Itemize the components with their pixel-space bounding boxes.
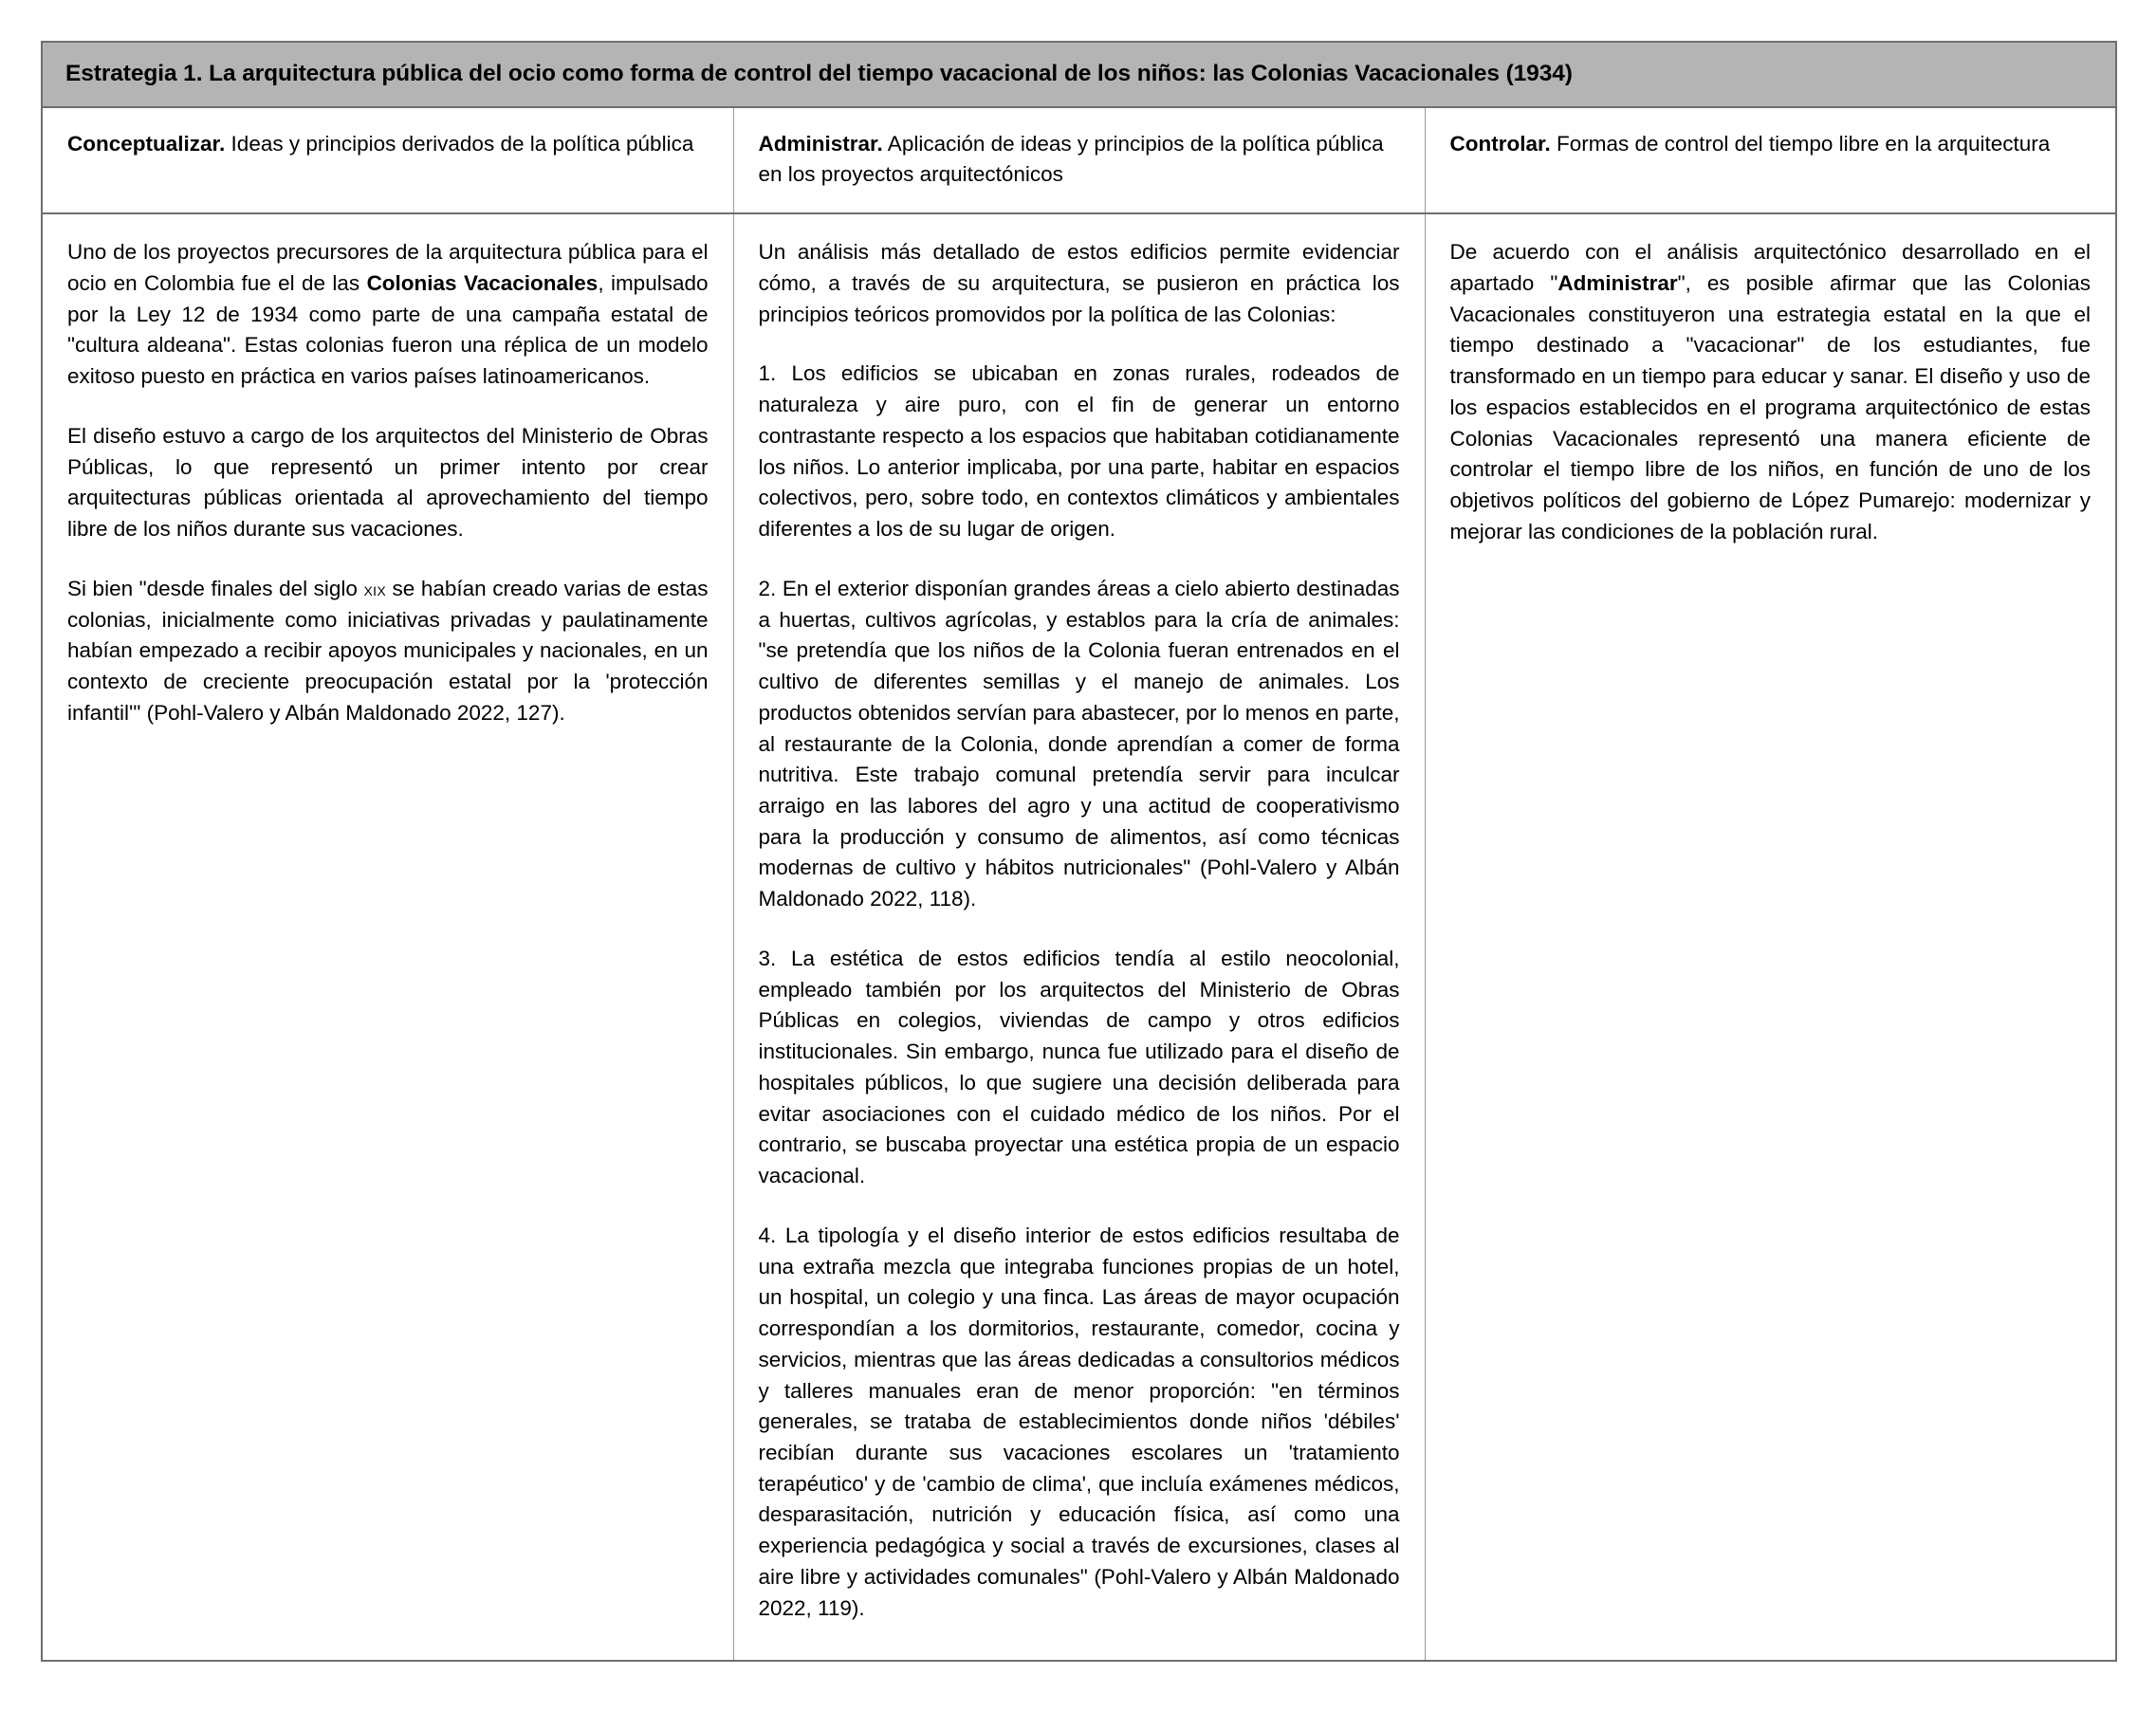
paragraph-c2-p5: [759, 1221, 1400, 1625]
column-header-cell-conceptualizar: [42, 107, 733, 213]
text-run: 4. La tipología y el diseño interior de estos edificios resultaba de una extraña mezcla que integraba funciones propias de un hotel, un hospital, un colegio y una finca. Las áreas de mayor ocupación correspondían a los dormitorios, restaurante, comedor, cocina y servicios, mientras que las áreas dedicadas a consultorios médicos y talleres manuales eran de menor proporción: "en términos generales, se trataba de establecimientos donde niños 'débiles' recibían durante sus vacaciones escolares un 'tratamiento terapéutico' y de 'cambio de clima', que incluía exámenes médicos, desparasitación, nutrición y educación física, así como una experiencia pedagógica y social a través de excursiones, clases al aire libre y actividades comunales" (Pohl-Valero y Albán Maldonado 2022, 119).: [758, 1223, 1400, 1620]
bold-run: Colonias Vacacionales: [366, 271, 599, 295]
strategy-table-wrapper: [41, 41, 2117, 1662]
column-header-text-controlar: [1450, 129, 2092, 159]
paragraph-c2-p2: [759, 359, 1400, 544]
table-banner-cell: [42, 42, 2116, 107]
column-header-cell-administrar: [733, 107, 1425, 213]
column-header-label-administrar: Administrar.: [758, 132, 883, 156]
table-cell-controlar: [1425, 213, 2116, 1661]
table-cell-conceptualizar: [42, 213, 733, 1661]
smallcaps-run: xix: [363, 578, 386, 600]
paragraph-c1-p2: [67, 421, 709, 545]
text-run: 3. La estética de estos edificios tendía al estilo neocolonial, empleado también por los arquitectos del Ministerio de Obras Públicas en colegios, viviendas de campo y otros edificios institucionales. Sin embargo, nunca fue utilizado para el diseño de hospitales públicos, lo que sugiere una decisión deliberada para evitar asociaciones con el cuidado médico de los niños. Por el contrario, se buscaba proyectar una estética propia de un espacio vacacional.: [758, 946, 1400, 1188]
column-header-text-administrar: [759, 129, 1400, 190]
text-run: De acuerdo con el análisis arquitectónico desarrollado en el apartado ": [1449, 240, 2091, 295]
table-banner-title: Estrategia 1. La arquitectura pública del ocio como forma de control del tiempo vacacional de los niños: las Colonias Vacacionales (1934): [65, 61, 1573, 86]
column-header-row: [42, 107, 2116, 213]
paragraph-c2-p3: [759, 574, 1400, 915]
paragraph-c2-p4: [759, 944, 1400, 1192]
text-run: Un análisis más detallado de estos edificios permite evidenciar cómo, a través de su arquitectura, se pusieron en práctica los principios teóricos promovidos por la política de las Colonias:: [758, 240, 1400, 326]
column-header-desc-conceptualizar: Ideas y principios derivados de la política pública: [225, 132, 694, 156]
column-header-desc-administrar: Aplicación de ideas y principios de la política pública en los proyectos arquitectónicos: [758, 132, 1384, 187]
table-body-row: [42, 213, 2116, 1661]
table-banner-row: [42, 42, 2116, 107]
paragraph-c2-p1: [759, 237, 1400, 330]
paragraph-c1-p1: [67, 237, 709, 393]
text-run: ", es posible afirmar que las Colonias Vacacionales constituyeron una estrategia estatal en la que el tiempo destinado a "vacacionar" de los estudiantes, fue transformado en un tiempo para educar y sanar. El diseño y uso de los espacios establecidos en el programa arquitectónico de estas Colonias Vacacionales representó una manera eficiente de controlar el tiempo libre de los niños, en función de uno de los objetivos políticos del gobierno de López Pumarejo: modernizar y mejorar las condiciones de la población rural.: [1449, 271, 2091, 543]
bold-run: Administrar: [1557, 271, 1678, 295]
column-header-cell-controlar: [1425, 107, 2116, 213]
text-run: 2. En el exterior disponían grandes áreas a cielo abierto destinadas a huertas, cultivos agrícolas, y establos para la cría de animales: "se pretendía que los niños de la Colonia fueran entrenados en el cultivo de diferentes semillas y el manejo de animales. Los productos obtenidos servían para abastecer, por lo menos en parte, al restaurante de la Colonia, donde aprendían a comer de forma nutritiva. Este trabajo comunal pretendía servir para inculcar arraigo en las labores del agro y una actitud de cooperativismo para la producción y consumo de alimentos, así como técnicas modernas de cultivo y hábitos nutricionales" (Pohl-Valero y Albán Maldonado 2022, 118).: [758, 576, 1400, 911]
table-cell-administrar: [733, 213, 1425, 1661]
text-run: , impulsado por la Ley 12 de 1934 como parte de una campaña estatal de "cultura aldeana". Estas colonias fueron una réplica de un modelo exitoso puesto en práctica en varios países latinoamericanos.: [67, 271, 709, 389]
text-run: Si bien "desde finales del siglo: [67, 576, 364, 600]
paragraph-c3-p1: [1450, 237, 2092, 547]
text-run: 1. Los edificios se ubicaban en zonas rurales, rodeados de naturaleza y aire puro, con el fin de generar un entorno contrastante respecto a los espacios que habitaban cotidianamente los niños. Lo anterior implicaba, por una parte, habitar en espacios colectivos, pero, sobre todo, en contextos climáticos y ambientales diferentes a los de su lugar de origen.: [758, 361, 1400, 542]
column-header-label-controlar: Controlar.: [1449, 132, 1551, 156]
column-header-text-conceptualizar: [67, 129, 709, 159]
text-run: se habían creado varias de estas colonias, inicialmente como iniciativas privadas y paulatinamente habían empezado a recibir apoyos municipales y nacionales, en un contexto de creciente preocupación estatal por la 'protección infantil'" (Pohl-Valero y Albán Maldonado 2022, 127).: [67, 576, 709, 725]
text-run: Uno de los proyectos precursores de la arquitectura pública para el ocio en Colombia fue el de las: [67, 240, 709, 295]
column-header-desc-controlar: Formas de control del tiempo libre en la arquitectura: [1550, 132, 2051, 156]
text-run: El diseño estuvo a cargo de los arquitectos del Ministerio de Obras Públicas, lo que representó un primer intento por crear arquitecturas públicas orientada al aprovechamiento del tiempo libre de los niños durante sus vacaciones.: [67, 423, 709, 542]
column-header-label-conceptualizar: Conceptualizar.: [67, 132, 226, 156]
strategy-table: [41, 41, 2117, 1662]
paragraph-c1-p3: [67, 574, 709, 729]
